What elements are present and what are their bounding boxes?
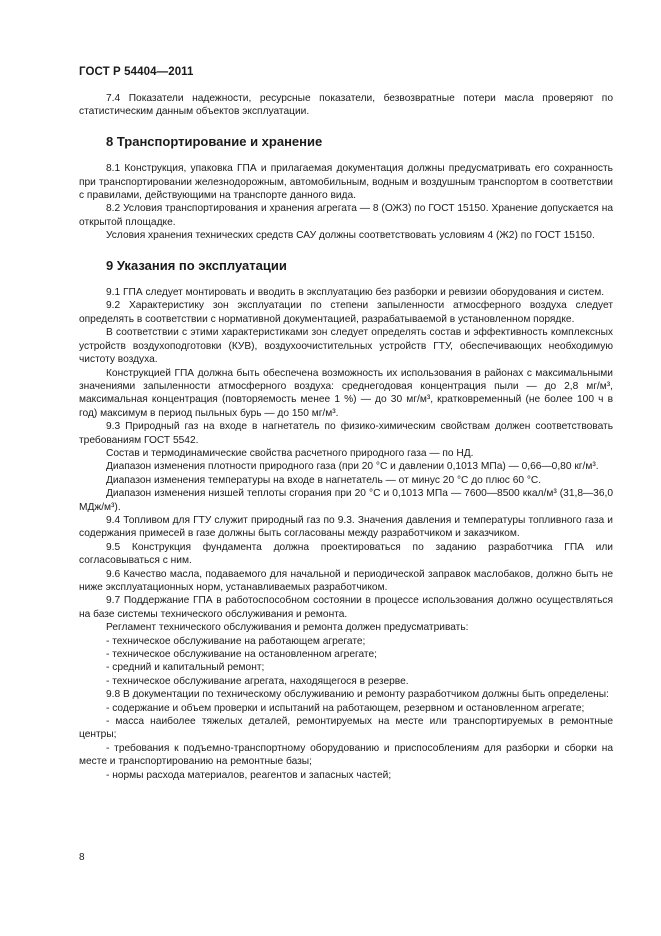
list-item: - средний и капитальный ремонт; <box>106 662 265 674</box>
paragraph-9-3-e: Диапазон изменения низшей теплоты сгорания при 20 °C и 0,1013 МПа — 7600—8500 ккал/м³ (31,8—36,0 МДж/м³). <box>79 488 613 513</box>
list-item: - требования к подъемно-транспортному оборудованию и приспособлениям для разборки и сборки на месте и транспортированию на ремонтные базы; <box>79 742 613 768</box>
document-body <box>79 92 613 782</box>
paragraph-8-1: 8.1 Конструкция, упаковка ГПА и прилагаемая документация должны предусматривать его сохранность при транспортировании железнодорожным, автомобильным, водным и воздушным транспортом в соответствии с правилами, действующими на транспорте данного вида. <box>79 163 613 202</box>
list-item: - техническое обслуживание на работающем агрегате; <box>106 635 366 647</box>
paragraph-8-2: 8.2 Условия транспортирования и хранения агрегата — 8 (ОЖЗ) по ГОСТ 15150. Хранение допускается на открытой площадке. <box>79 203 613 228</box>
paragraph-9-3-c: Диапазон изменения плотности природного газа (при 20 °C и давлении 0,1013 МПа) — 0,66—0,80 кг/м³. <box>106 461 599 473</box>
list-item: - нормы расхода материалов, реагентов и запасных частей; <box>106 769 392 781</box>
paragraph-9-3-b: Состав и термодинамические свойства расчетного природного газа — по НД. <box>106 447 474 459</box>
paragraph-9-7-b: Регламент технического обслуживания и ремонта должен предусматривать: <box>106 622 469 634</box>
paragraph-9-7: 9.7 Поддержание ГПА в работоспособном состоянии в процессе использования должно осуществляться на базе системы технического обслуживания и ремонта. <box>79 595 613 620</box>
list-item: - масса наиболее тяжелых деталей, ремонтируемых на месте или транспортируемых в ремонтные центры; <box>79 716 613 741</box>
list-item: - содержание и объем проверки и испытаний на работающем, резервном и остановленном агрегате; <box>106 702 585 714</box>
paragraph-7-4: 7.4 Показатели надежности, ресурсные показатели, безвозвратные потери масла проверяют по статистическим данным объектов эксплуатации. <box>79 93 613 118</box>
list-item: - техническое обслуживание на остановленном агрегате; <box>106 649 377 661</box>
paragraph-9-3-d: Диапазон изменения температуры на входе в нагнетатель — от минус 20 °C до плюс 60 °C. <box>106 474 542 486</box>
paragraph-9-1: 9.1 ГПА следует монтировать и вводить в эксплуатацию без разборки и ревизии оборудования и систем. <box>106 287 605 299</box>
paragraph-9-2-c: Конструкцией ГПА должна быть обеспечена возможность их использования в районах с максимальными значениями запыленности атмосферного воздуха: среднегодовая концентрация пыли — до 2,8 мг/м³, максимальная концентрация (повторяемость менее 1 %) — до 30 мг/м³, кратковременный (не более 100 ч в год) максимум в период пыльных бурь — до 150 мг/м³. <box>79 367 613 419</box>
paragraph-9-3: 9.3 Природный газ на входе в нагнетатель по физико-химическим свойствам должен соответствовать требованиям ГОСТ 5542. <box>79 421 613 446</box>
paragraph-9-2: 9.2 Характеристику зон эксплуатации по степени запыленности атмосферного воздуха следует определять в соответствии с нормативной документацией, разрабатываемой в установленном порядке. <box>79 300 613 325</box>
list-item: - техническое обслуживание агрегата, находящегося в резерве. <box>106 675 409 687</box>
paragraph-9-2-b: В соответствии с этими характеристиками зон следует определять состав и эффективность комплексных устройств воздухоподготовки (КУВ), воздухоочистительных устройств ГТУ, обеспечивающих необходимую чистоту воздуха. <box>79 327 613 366</box>
document-header: ГОСТ Р 54404—2011 <box>79 66 194 78</box>
paragraph-9-4: 9.4 Топливом для ГТУ служит природный газ по 9.3. Значения давления и температуры топливного газа и содержания примесей в газе должны быть согласованы между разработчиком и заказчиком. <box>79 514 613 540</box>
paragraph-9-5: 9.5 Конструкция фундамента должна проектироваться по заданию разработчика ГПА или согласовываться с ним. <box>79 541 613 567</box>
paragraph-9-8: 9.8 В документации по техническому обслуживанию и ремонту разработчиком должны быть определены: <box>106 689 609 701</box>
section-9-heading: 9 Указания по эксплуатации <box>106 257 287 273</box>
paragraph-8-2-cont: Условия хранения технических средств САУ должны соответствовать условиям 4 (Ж2) по ГОСТ 15150. <box>106 230 595 242</box>
section-8-heading: 8 Транспортирование и хранение <box>106 133 323 149</box>
paragraph-9-6: 9.6 Качество масла, подаваемого для начальной и периодической заправок маслобаков, должно быть не ниже эксплуатационных норм, устанавливаемых разработчиком. <box>79 568 613 593</box>
page-number: 8 <box>79 852 85 863</box>
